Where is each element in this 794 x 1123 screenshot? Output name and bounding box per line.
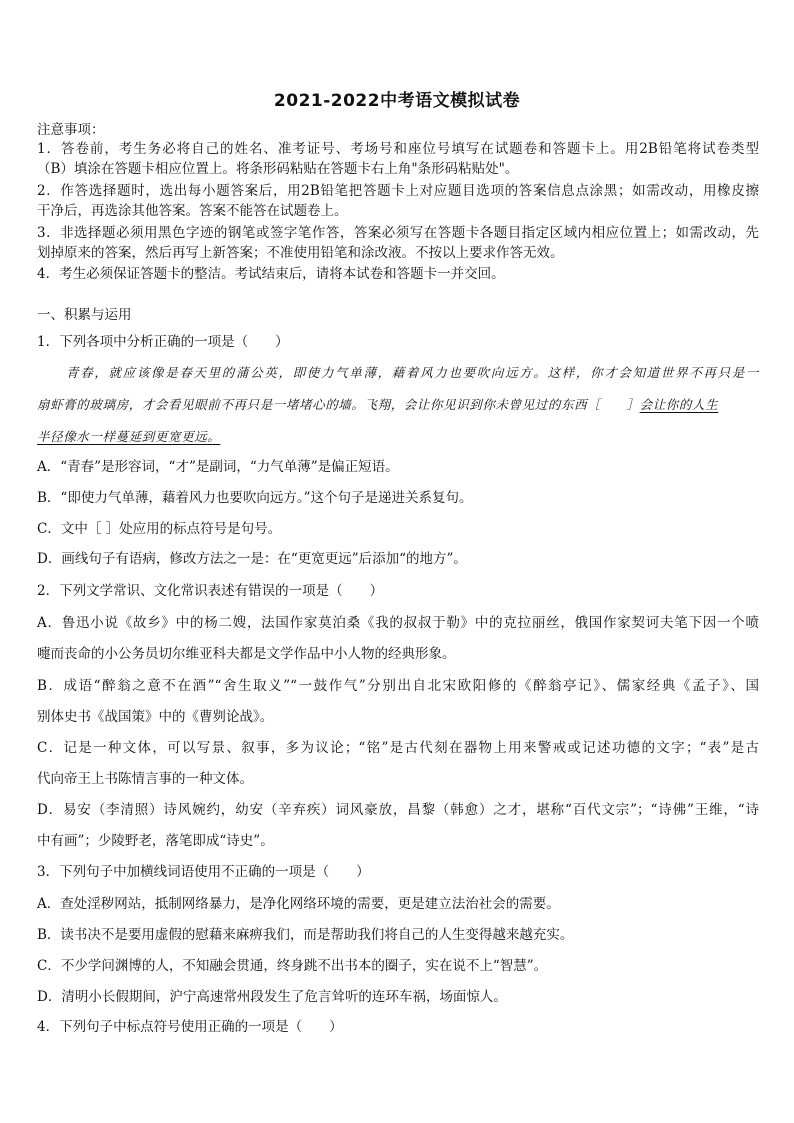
notice-line: （B）填涂在答题卡相应位置上。将条形码粘贴在答题卡右上角"条形码粘贴处"。: [37, 161, 519, 177]
passage-text: 扇虾膏的玻璃房，才会看见眼前不再只是一堵堵心的墙。飞翔，会让你见识到你未曾见过的东西［ ］: [37, 397, 640, 412]
option-a: A．查处淫秽网站，抵制网络暴力，是净化网络环境的需要，更是建立法治社会的需要。: [37, 896, 560, 912]
passage-line: [37, 396, 759, 414]
option-b-cont: 别体史书《战国策》中的《曹刿论战》。: [37, 709, 274, 725]
option-d: D．画线句子有语病，修改方法之一是：在“更宽更远”后添加“的地方”。: [37, 551, 467, 567]
question-stem: 3．下列句子中加横线词语使用不正确的一项是（ ）: [37, 864, 370, 880]
notice-line: 干净后，再选涂其他答案。答案不能答在试题卷上。: [37, 203, 348, 219]
question-stem: 4．下列句子中标点符号使用正确的一项是（ ）: [37, 1019, 343, 1035]
notice-heading: 注意事项：: [37, 122, 105, 138]
option-d: D．易安（李清照）诗风婉约，幼安（辛弃疾）词风豪放，昌黎（韩愈）之才，堪称“百代文宗”；“诗佛”王维，“诗: [37, 802, 759, 818]
underlined-sentence: 半径像水一样蔓延到更宽更远。: [37, 429, 221, 444]
notice-line: 2．作答选择题时，选出每小题答案后，用2B铅笔把答题卡上对应题目选项的答案信息点涂黑；如需改动，用橡皮擦: [37, 183, 759, 199]
option-b: B．读书决不是要用虚假的慰藉来麻痹我们，而是帮助我们将自己的人生变得越来越充实。: [37, 927, 574, 943]
notice-line: 3．非选择题必须用黑色字迹的钢笔或签字笔作答，答案必须写在答题卡各题目指定区域内相应位置上；如需改动，先: [37, 225, 759, 241]
notice-line: 4．考生必须保证答题卡的整洁。考试结束后，请将本试卷和答题卡一并交回。: [37, 266, 505, 282]
option-b: B．“即使力气单薄，藉着风力也要吹向远方。”这个句子是递进关系复句。: [37, 490, 473, 506]
option-a: A．“青春”是形容词，“才”是副词，“力气单薄”是偏正短语。: [37, 459, 399, 475]
question-stem: 2．下列文学常识、文化常识表述有错误的一项是（ ）: [37, 583, 384, 599]
page-title: 2021-2022中考语文模拟试卷: [273, 91, 521, 111]
option-b: B．成语“醉翁之意不在酒”“舍生取义”“一鼓作气”分别出自北宋欧阳修的《醉翁亭记》、儒家经典《孟子》、国: [37, 678, 759, 694]
passage-line: 青春，就应该像是春天里的蒲公英，即使力气单薄，藉着风力也要吹向远方。这样，你才会知道世界不再只是一: [66, 365, 759, 380]
option-c: C．记是一种文体，可以写景、叙事，多为议论；“铭”是古代刻在器物上用来警戒或记述功德的文字；“表”是古: [37, 740, 759, 756]
question-stem: 1．下列各项中分析正确的一项是（ ）: [37, 334, 289, 350]
underlined-sentence: 会让你的人生: [639, 397, 719, 412]
passage-line: [37, 428, 759, 446]
option-a-cont: 嚏而丧命的小公务员切尔维亚科夫都是文学作品中小人物的经典形象。: [37, 646, 456, 662]
notice-line: 1．答卷前，考生务必将自己的姓名、准考证号、考场号和座位号填写在试题卷和答题卡上。用2B铅笔将试卷类型: [37, 141, 759, 157]
option-d: D．清明小长假期间，沪宁高速常州段发生了危言耸听的连环车祸，场面惊人。: [37, 989, 507, 1005]
option-a: A．鲁迅小说《故乡》中的杨二嫂，法国作家莫泊桑《我的叔叔于勒》中的克拉丽丝，俄国作家契诃夫笔下因一个喷: [37, 615, 759, 631]
notice-line: 划掉原来的答案，然后再写上新答案；不准使用铅笔和涂改液。不按以上要求作答无效。: [37, 245, 564, 261]
option-c: C．文中［ ］处应用的标点符号是句号。: [37, 521, 282, 537]
option-d-cont: 中有画”；少陵野老，落笔即成“诗史”。: [37, 833, 274, 849]
option-c: C．不少学问渊博的人，不知融会贯通，终身跳不出书本的圈子，实在说不上“智慧”。: [37, 958, 548, 974]
section-heading: 一、积累与运用: [37, 307, 132, 323]
option-c-cont: 代向帝王上书陈情言事的一种文体。: [37, 771, 253, 787]
